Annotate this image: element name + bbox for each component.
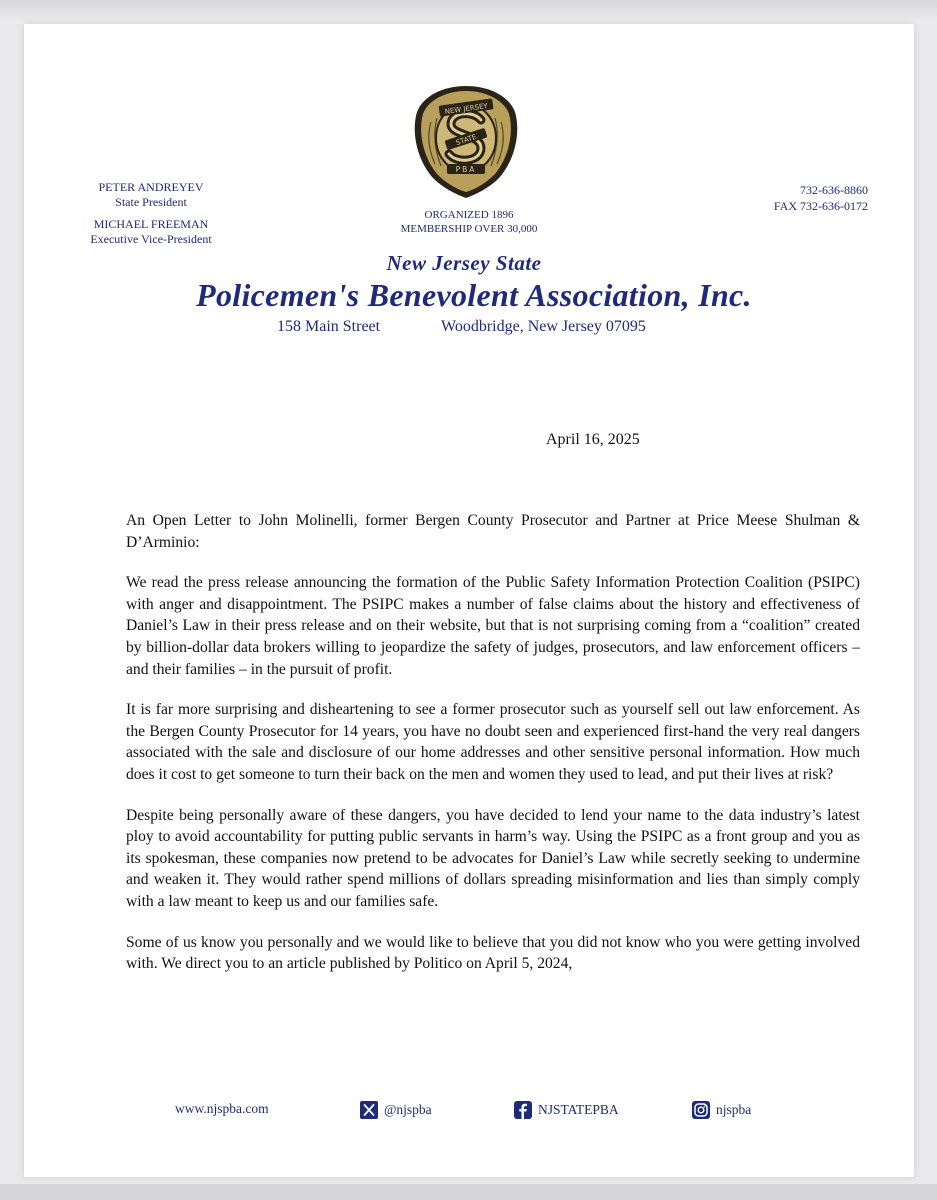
facebook-icon xyxy=(514,1101,532,1119)
footer-facebook xyxy=(514,1101,619,1119)
x-logo-icon xyxy=(360,1101,378,1119)
org-name-line2: Policemen's Benevolent Association, Inc. xyxy=(196,277,752,313)
body-paragraph: Some of us know you personally and we would like to believe that you did not know who you were getting involved with. We direct you to an article published by Politico on April 5, 2024, xyxy=(126,933,860,973)
body-paragraph: It is far more surprising and disheartening to see a former prosecutor such as yourself sell out law enforcement. As the Bergen County Prosecutor for 14 years, you have no doubt seen and experienced first-hand the very real dangers associated with the sale and disclosure of our home addresses and other sensitive personal information. How much does it cost to get someone to turn their back on the men and women they used to lead, and put their lives at risk? xyxy=(126,701,860,783)
letter-date: April 16, 2025 xyxy=(546,431,640,448)
contact-block xyxy=(728,182,868,214)
footer-x xyxy=(360,1101,432,1119)
phone-number: 732-636-8860 xyxy=(800,183,868,197)
letter-footer xyxy=(24,1101,914,1131)
facebook-name: NJSTATEPBA xyxy=(538,1102,619,1117)
vp-name: MICHAEL FREEMAN xyxy=(93,217,209,231)
organized-block xyxy=(364,208,574,236)
footer-website xyxy=(175,1101,269,1117)
president-name: PETER ANDREYEV xyxy=(98,180,204,194)
screenshot-top-bar xyxy=(0,0,937,24)
fax-number: FAX 732-636-0172 xyxy=(773,199,868,213)
org-name-line1: New Jersey State xyxy=(386,251,542,275)
footer-instagram xyxy=(692,1101,751,1119)
pba-seal-logo xyxy=(411,82,521,200)
president-title: State President xyxy=(115,195,187,209)
screenshot-bottom-bar xyxy=(0,1184,937,1200)
instagram-icon xyxy=(692,1101,710,1119)
letter-body xyxy=(126,510,860,994)
website-link: www.njspba.com xyxy=(175,1101,269,1116)
instagram-handle: njspba xyxy=(716,1102,752,1117)
letter-page xyxy=(24,24,914,1177)
letter-salutation: An Open Letter to John Molinelli, former Bergen County Prosecutor and Partner at Price Meese Shulman & D’Arminio: xyxy=(126,512,860,551)
seal-middle-text: STATE xyxy=(455,132,478,148)
membership-count: MEMBERSHIP OVER 30,000 xyxy=(400,223,538,235)
address-street: 158 Main Street xyxy=(277,318,381,335)
seal-top-text: NEW JERSEY xyxy=(444,102,489,116)
address-city: Woodbridge, New Jersey 07095 xyxy=(441,318,646,335)
officers-block xyxy=(70,180,232,247)
organized-year: ORGANIZED 1896 xyxy=(424,209,514,221)
seal-bottom-text: PBA xyxy=(455,165,477,174)
body-paragraph: Despite being personally aware of these dangers, you have decided to lend your name to the data industry’s latest ploy to avoid accountability for putting public servants in harm’s way. Using the PSIPC as a front group and you as its spokesman, these companies now pretend to be advocates for Daniel’s Law while secretly seeking to undermine and weaken it. They would rather spend millions of dollars spreading misinformation and lies than simply comply with a law meant to keep us and our families safe. xyxy=(126,806,860,910)
body-paragraph: We read the press release announcing the formation of the Public Safety Information Protection Coalition (PSIPC) with anger and disappointment. The PSIPC makes a number of false claims about the history and effectiveness of Daniel’s Law in their press release and on their website, but that is not surprising coming from a “coalition” created by billion-dollar data brokers willing to jeopardize the safety of judges, prosecutors, and law enforcement officers – and their families – in the pursuit of profit. xyxy=(126,574,860,678)
x-handle: @njspba xyxy=(384,1102,432,1117)
vp-title: Executive Vice-President xyxy=(90,232,212,246)
